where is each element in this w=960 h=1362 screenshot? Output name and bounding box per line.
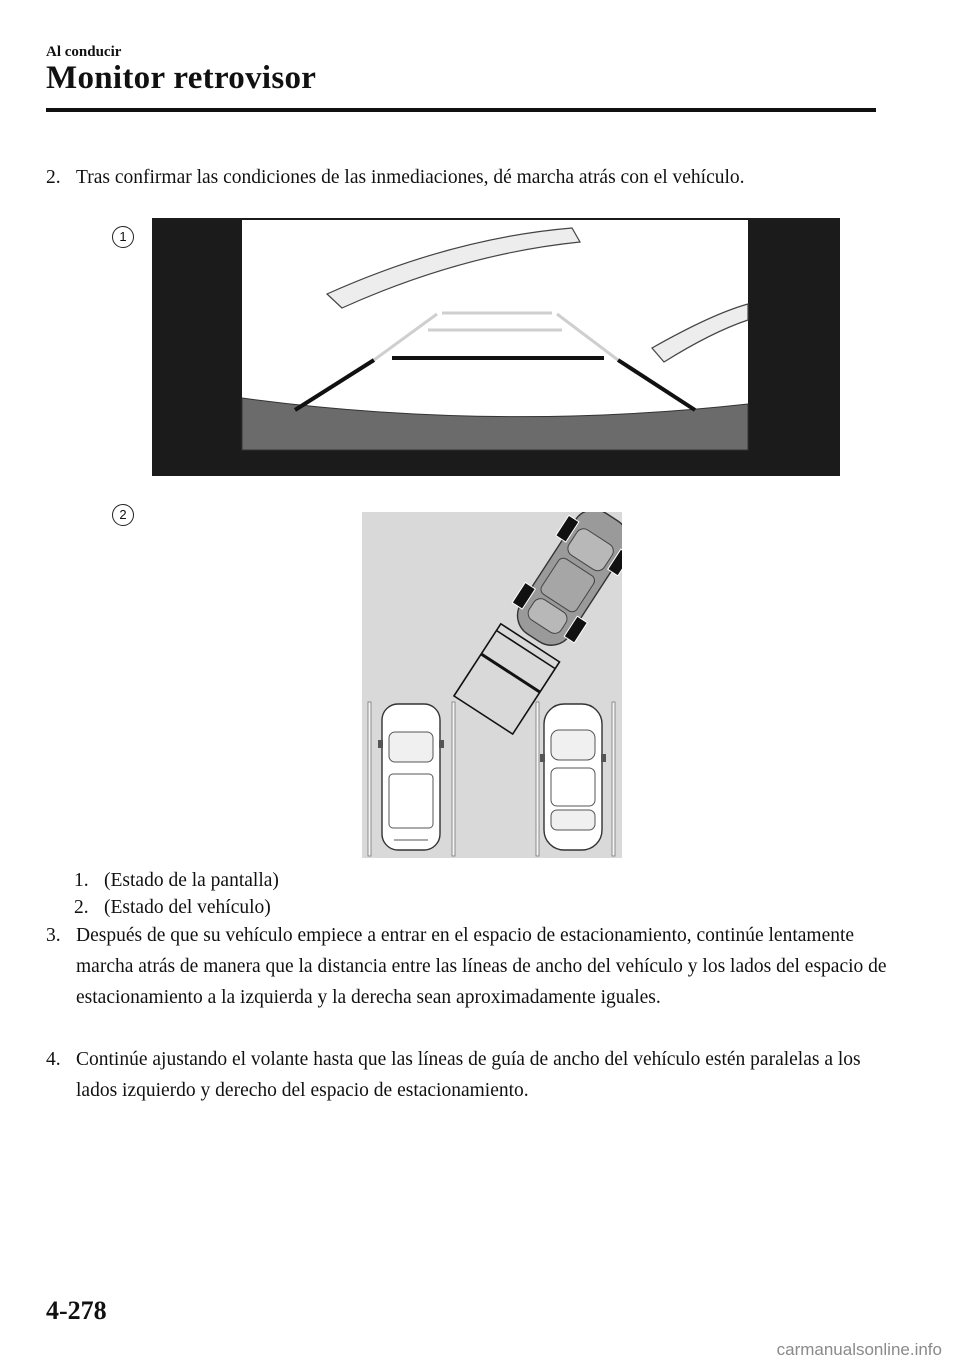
step-2-text: Tras confirmar las condiciones de las inmediaciones, dé marcha atrás con el vehículo.: [76, 167, 745, 188]
rear-camera-screen-illustration: [152, 218, 840, 476]
caption-1-text: (Estado de la pantalla): [104, 870, 279, 891]
caption-2-text: (Estado del vehículo): [104, 897, 271, 918]
step-4: [46, 1044, 896, 1106]
step-3-text: Después de que su vehículo empiece a entrar en el espacio de estacionamiento, continúe lentamente marcha atrás de manera que la distancia entre las líneas de ancho del vehículo y los lados del espacio de estacionamiento a la izquierda y la derecha sean aproximadamente iguales.: [76, 925, 887, 1008]
step-3: [46, 920, 896, 1013]
step-4-number: 4.: [46, 1049, 61, 1070]
stall-divider-center: [536, 702, 539, 856]
callout-2: 2: [112, 504, 134, 526]
parked-car-left: [378, 704, 444, 850]
stall-divider-right: [612, 702, 615, 856]
step-3-number: 3.: [46, 925, 61, 946]
stall-divider-middle: [452, 702, 455, 856]
page-number: 4-278: [46, 1296, 107, 1325]
page-title: Monitor retrovisor: [46, 60, 317, 96]
stall-divider-left: [368, 702, 371, 856]
caption-1-number: 1.: [74, 870, 89, 891]
caption-2-number: 2.: [74, 897, 89, 918]
parked-car-right: [540, 704, 606, 850]
step-4-text: Continúe ajustando el volante hasta que las líneas de guía de ancho del vehículo estén paralelas a los lados izquierdo y derecho del espacio de estacionamiento.: [76, 1049, 861, 1101]
callout-1: 1: [112, 226, 134, 248]
parking-situation-illustration: [362, 512, 622, 858]
section-label: Al conducir: [46, 44, 122, 60]
step-2: [46, 162, 886, 193]
title-divider: [46, 108, 876, 112]
step-2-number: 2.: [46, 167, 61, 188]
watermark: carmanualsonline.info: [776, 1340, 942, 1359]
caption-1: [74, 867, 279, 894]
caption-2: [74, 894, 271, 921]
